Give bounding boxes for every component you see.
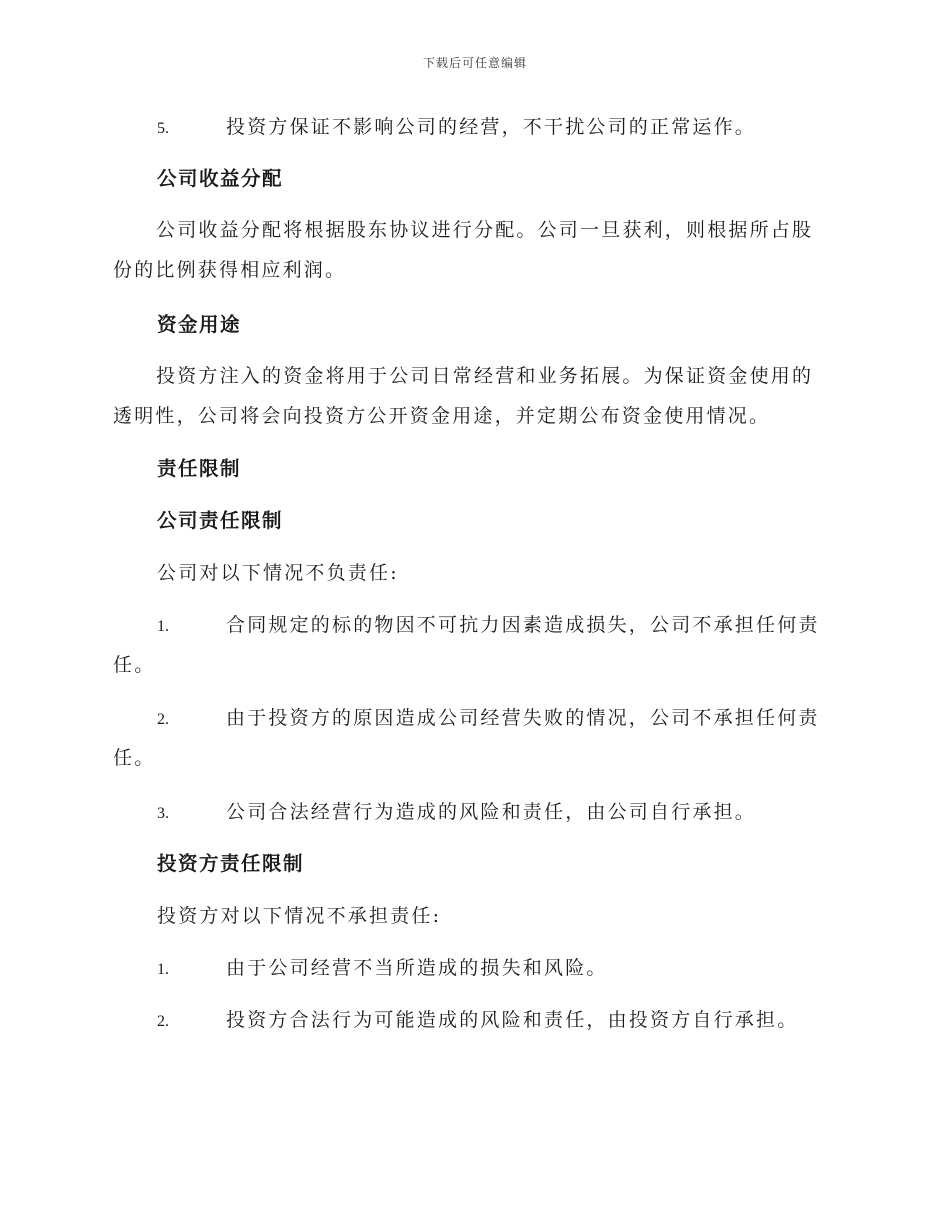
list-item-text: 由于公司经营不当所造成的损失和风险。 (226, 957, 608, 979)
section-heading: 资金用途 (157, 313, 242, 336)
list-item-number: 2. (157, 711, 169, 728)
list-item-text: 投资方保证不影响公司的经营，不干扰公司的正常运作。 (226, 116, 757, 138)
list-item-number: 3. (157, 805, 169, 822)
list-item-text: 合同规定的标的物因不可抗力因素造成损失，公司不承担任何责任。 (113, 614, 820, 676)
list-item-number: 1. (157, 961, 169, 978)
list-item-number: 2. (157, 1013, 169, 1030)
list-item-text: 由于投资方的原因造成公司经营失败的情况，公司不承担任何责任。 (113, 707, 820, 769)
section-heading: 责任限制 (157, 457, 242, 480)
section-paragraph: 公司收益分配将根据股东协议进行分配。公司一旦获利，则根据所占股份的比例获得相应利润。 (113, 219, 814, 281)
intro-text: 公司对以下情况不负责任: (157, 562, 399, 584)
list-item-number: 5. (157, 120, 169, 137)
section-paragraph: 投资方注入的资金将用于公司日常经营和业务拓展。为保证资金使用的透明性，公司将会向投资方公开资金用途，并定期公布资金使用情况。 (113, 365, 814, 427)
list-item-text: 公司合法经营行为造成的风险和责任，由公司自行承担。 (226, 801, 757, 823)
list-item-text: 投资方合法行为可能造成的风险和责任，由投资方自行承担。 (226, 1009, 799, 1031)
list-item-number: 1. (157, 618, 169, 635)
page-header: 下载后可任意编辑 (422, 56, 527, 70)
subsection-heading: 投资方责任限制 (157, 852, 305, 875)
section-heading: 公司收益分配 (157, 167, 284, 190)
intro-text: 投资方对以下情况不承担责任: (157, 905, 442, 927)
subsection-heading: 公司责任限制 (157, 509, 284, 532)
